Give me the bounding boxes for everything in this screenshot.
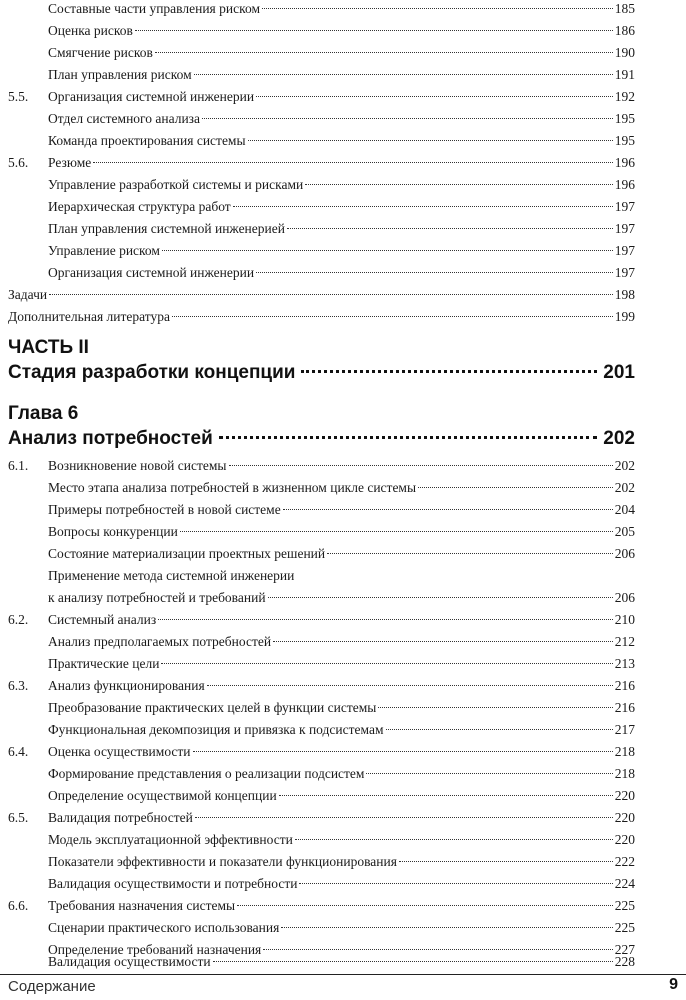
dot-leader: [295, 839, 613, 840]
toc-entry: [8, 543, 635, 565]
toc-page: 225: [614, 898, 635, 913]
dot-leader: [283, 509, 613, 510]
toc-entry: [8, 20, 635, 42]
dot-leader: [378, 707, 612, 708]
toc-number: 6.3.: [8, 678, 29, 693]
toc-title-line1: Применение метода системной инженерии: [48, 568, 295, 583]
toc-entry: [8, 609, 635, 631]
dot-leader: [162, 250, 613, 251]
toc-entry: [8, 829, 635, 851]
dot-leader: [366, 773, 612, 774]
toc-page: 212: [614, 634, 635, 649]
dot-leader: [195, 817, 613, 818]
toc-entry: [8, 873, 635, 895]
toc-page: 224: [614, 876, 635, 891]
toc-page: 191: [614, 67, 635, 82]
toc-entry: [8, 741, 635, 763]
toc-page: 213: [614, 656, 635, 671]
dot-leader: [305, 184, 613, 185]
dot-leader: [49, 294, 613, 295]
dot-leader: [229, 465, 613, 466]
toc-entry: [8, 917, 635, 939]
toc-entry: [8, 240, 635, 262]
toc-page: 197: [614, 243, 635, 258]
dot-leader: [301, 370, 597, 373]
dot-leader: [299, 883, 612, 884]
toc-title: Организация системной инженерии: [48, 89, 255, 104]
toc-title: к анализу потребностей и требований: [48, 590, 266, 605]
toc-entry: [8, 108, 635, 130]
toc-number: 6.4.: [8, 744, 29, 759]
toc-title: Оценка рисков: [48, 23, 133, 38]
toc-entry: [8, 42, 635, 64]
toc-entry: [8, 952, 635, 972]
toc-title: Анализ функционирования: [48, 678, 205, 693]
toc-page: 185: [614, 1, 635, 16]
part-label: ЧАСТЬ II: [8, 337, 89, 358]
toc-entry: [8, 218, 635, 240]
toc-title: Смягчение рисков: [48, 45, 153, 60]
toc-title: Оценка осуществимости: [48, 744, 191, 759]
toc-entry: [8, 455, 635, 477]
toc-entry: [8, 521, 635, 543]
toc-page: 227: [614, 942, 635, 957]
toc-page: 198: [614, 287, 635, 302]
dot-leader: [273, 641, 613, 642]
toc-page: 220: [614, 832, 635, 847]
dot-leader: [219, 436, 598, 439]
dot-leader: [213, 961, 613, 962]
toc-title: Организация системной инженерии: [48, 265, 255, 280]
toc-page: 197: [614, 199, 635, 214]
dot-leader: [135, 30, 613, 31]
toc-title: Определение требований назначения: [48, 942, 262, 957]
chapter-page: 202: [603, 428, 635, 449]
toc-entry: [8, 565, 635, 609]
chapter-title: Анализ потребностей: [8, 428, 213, 449]
part-title: Стадия разработки концепции: [8, 362, 296, 383]
toc-number: 5.6.: [8, 155, 29, 170]
chapter-title-line: [8, 426, 635, 452]
toc-title: Команда проектирования системы: [48, 133, 246, 148]
dot-leader: [207, 685, 613, 686]
toc-page: 217: [614, 722, 635, 737]
toc-entry: [8, 262, 635, 284]
toc-entry: [8, 675, 635, 697]
dot-leader: [155, 52, 613, 53]
dot-leader: [256, 272, 613, 273]
toc-page: 199: [614, 309, 635, 324]
toc-page: 216: [614, 700, 635, 715]
toc-page: 228: [614, 954, 635, 969]
footer-rule: [0, 974, 686, 975]
toc-entry: [8, 64, 635, 86]
toc-title: Состояние материализации проектных решений: [48, 546, 326, 561]
toc-title: Составные части управления риском: [48, 1, 260, 16]
toc-title: Вопросы конкуренции: [48, 524, 178, 539]
dot-leader: [172, 316, 613, 317]
dot-leader: [256, 96, 613, 97]
dot-leader: [180, 531, 613, 532]
dot-leader: [268, 597, 613, 598]
toc-number: 5.5.: [8, 89, 29, 104]
dot-leader: [194, 74, 613, 75]
toc-entry: [8, 895, 635, 917]
dot-leader: [287, 228, 613, 229]
toc-number: 6.2.: [8, 612, 29, 627]
dot-leader: [418, 487, 613, 488]
toc-entry: [8, 631, 635, 653]
toc-page: 222: [614, 854, 635, 869]
toc-entry: [8, 785, 635, 807]
toc-title: План управления системной инженерией: [48, 221, 285, 236]
toc-title: Показатели эффективности и показатели функционирования: [48, 854, 397, 869]
toc-page: 218: [614, 766, 635, 781]
toc-title: Управление риском: [48, 243, 160, 258]
toc-page: 202: [614, 458, 635, 473]
toc-page: 202: [614, 480, 635, 495]
toc-page: 206: [614, 546, 635, 561]
toc-page: 196: [614, 177, 635, 192]
toc-page: 206: [614, 590, 635, 605]
toc-entry: [8, 130, 635, 152]
dot-leader: [237, 905, 613, 906]
dot-leader: [158, 619, 613, 620]
toc-entry: [8, 719, 635, 741]
toc-title: Примеры потребностей в новой системе: [48, 502, 281, 517]
toc-title: Резюме: [48, 155, 92, 170]
toc-title: Практические цели: [48, 656, 160, 671]
dot-leader: [193, 751, 613, 752]
toc-entry: [8, 763, 635, 785]
toc-title: Возникновение новой системы: [48, 458, 227, 473]
dot-leader: [279, 795, 613, 796]
toc-title: Валидация осуществимости: [48, 954, 211, 969]
toc-page: 216: [614, 678, 635, 693]
dot-leader: [248, 140, 613, 141]
toc-title: Формирование представления о реализации подсистем: [48, 766, 365, 781]
toc-page: 197: [614, 221, 635, 236]
dot-leader: [399, 861, 613, 862]
toc-entry: [8, 306, 635, 328]
toc-page: 225: [614, 920, 635, 935]
toc-entry: [8, 0, 635, 20]
chapter-label: Глава 6: [8, 403, 79, 424]
toc-title: Анализ предполагаемых потребностей: [48, 634, 272, 649]
toc-entry: [8, 86, 635, 108]
toc-page: 195: [614, 111, 635, 126]
toc-title: Место этапа анализа потребностей в жизненном цикле системы: [48, 480, 417, 495]
toc-number: 6.6.: [8, 898, 29, 913]
toc-title: Иерархическая структура работ: [48, 199, 231, 214]
toc-page: 196: [614, 155, 635, 170]
dot-leader: [202, 118, 613, 119]
part-title-line: [8, 360, 635, 386]
dot-leader: [386, 729, 613, 730]
toc-page: 186: [614, 23, 635, 38]
toc-entry: [8, 653, 635, 675]
toc-page: 220: [614, 810, 635, 825]
dot-leader: [161, 663, 612, 664]
toc-page: 204: [614, 502, 635, 517]
toc-page: 210: [614, 612, 635, 627]
toc-title: Задачи: [8, 287, 48, 302]
toc-title: Валидация потребностей: [48, 810, 193, 825]
toc-title: Системный анализ: [48, 612, 157, 627]
toc-title: Отдел системного анализа: [48, 111, 201, 126]
footer-title: Содержание: [8, 978, 96, 995]
toc-title: Дополнительная литература: [8, 309, 170, 324]
toc-entry: [8, 807, 635, 829]
toc-entry: [8, 697, 635, 719]
toc-entry: [8, 851, 635, 873]
dot-leader: [263, 949, 612, 950]
dot-leader: [327, 553, 613, 554]
toc-number: 6.5.: [8, 810, 29, 825]
toc-page: 192: [614, 89, 635, 104]
dot-leader: [262, 8, 613, 9]
toc-page: 218: [614, 744, 635, 759]
toc-entry: [8, 477, 635, 499]
part-page: 201: [603, 362, 635, 383]
toc-page: 190: [614, 45, 635, 60]
toc-entry: [8, 152, 635, 174]
toc-title: Модель эксплуатационной эффективности: [48, 832, 293, 847]
toc-title: Валидация осуществимости и потребности: [48, 876, 298, 891]
toc-entry: [8, 284, 635, 306]
dot-leader: [281, 927, 612, 928]
dot-leader: [233, 206, 613, 207]
toc-entry: [8, 196, 635, 218]
toc-page: 220: [614, 788, 635, 803]
toc-number: 6.1.: [8, 458, 29, 473]
toc-title: Требования назначения системы: [48, 898, 236, 913]
toc-title: Преобразование практических целей в функции системы: [48, 700, 377, 715]
footer-page-number: 9: [669, 976, 678, 993]
toc-title: Управление разработкой системы и рисками: [48, 177, 304, 192]
dot-leader: [93, 162, 612, 163]
toc-page: 205: [614, 524, 635, 539]
toc-page: 195: [614, 133, 635, 148]
toc-title: Определение осуществимой концепции: [48, 788, 277, 803]
toc-title: План управления риском: [48, 67, 192, 82]
toc-title: Сценарии практического использования: [48, 920, 280, 935]
toc-entry: [8, 174, 635, 196]
toc-page: 197: [614, 265, 635, 280]
toc-title: Функциональная декомпозиция и привязка к подсистемам: [48, 722, 384, 737]
toc-entry: [8, 499, 635, 521]
